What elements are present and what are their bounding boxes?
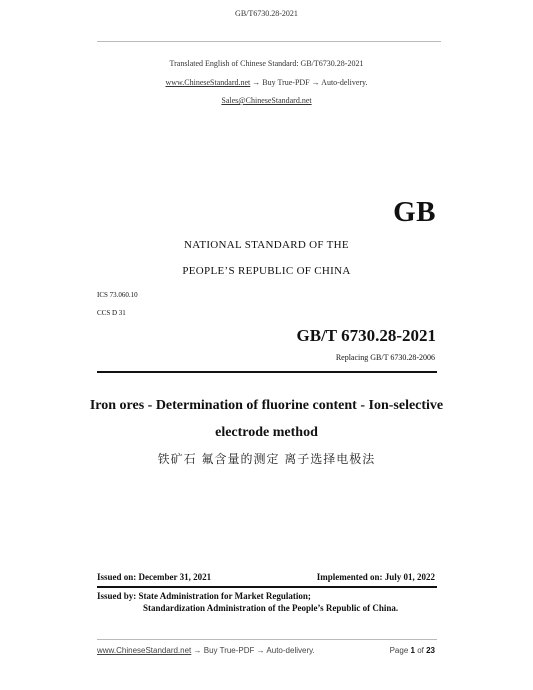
promo-line-1: Translated English of Chinese Standard: GB/T6730.28-2021 — [169, 59, 364, 68]
title-line-1: Iron ores - Determination of fluorine content - Ion-selective — [89, 398, 444, 413]
issued-by-line-2: Standardization Administration of the People’s Republic of China. — [143, 603, 399, 613]
title-line-2: electrode method — [215, 425, 318, 440]
implemented-on-date: Implemented on: July 01, 2022 — [316, 572, 435, 582]
issued-on-date: Issued on: December 31, 2021 — [97, 572, 212, 582]
replacing-note: Replacing GB/T 6730.28-2006 — [335, 353, 435, 362]
national-standard-line-1: NATIONAL STANDARD OF THE — [184, 239, 349, 251]
ics-code: ICS 73.060.10 — [97, 291, 138, 299]
footer-site-link[interactable]: www.ChineseStandard.net — [97, 646, 192, 655]
issued-by-line-1: Issued by: State Administration for Market Regulation; — [97, 591, 311, 601]
promo-line-3 — [0, 96, 533, 105]
page-number: 1 — [410, 646, 415, 655]
title-rule — [97, 371, 437, 373]
national-standard-line-2: PEOPLE’S REPUBLIC OF CHINA — [182, 265, 351, 277]
promo-line-2 — [0, 78, 533, 87]
standard-code: GB/T 6730.28-2021 — [296, 326, 436, 345]
footer-tail: → Buy True-PDF → Auto-delivery. — [193, 646, 315, 655]
title-chinese: 铁矿石 氟含量的测定 离子选择电极法 — [157, 452, 376, 466]
gb-mark: GB — [393, 196, 436, 228]
page-indicator — [390, 646, 435, 655]
promo-line-2-tail: → Buy True-PDF → Auto-delivery. — [252, 78, 368, 87]
promo-email-link[interactable]: Sales@ChineseStandard.net — [221, 96, 312, 105]
of-label: of — [417, 646, 424, 655]
promo-site-link[interactable]: www.ChineseStandard.net — [165, 78, 251, 87]
footer-rule — [97, 639, 437, 640]
running-header: GB/T6730.28-2021 — [235, 9, 298, 18]
footer-left — [97, 646, 315, 655]
page-total: 23 — [426, 646, 435, 655]
page-label: Page — [389, 646, 409, 655]
ccs-code: CCS D 31 — [97, 309, 126, 317]
header-rule — [97, 41, 441, 42]
dates-rule — [97, 586, 437, 588]
